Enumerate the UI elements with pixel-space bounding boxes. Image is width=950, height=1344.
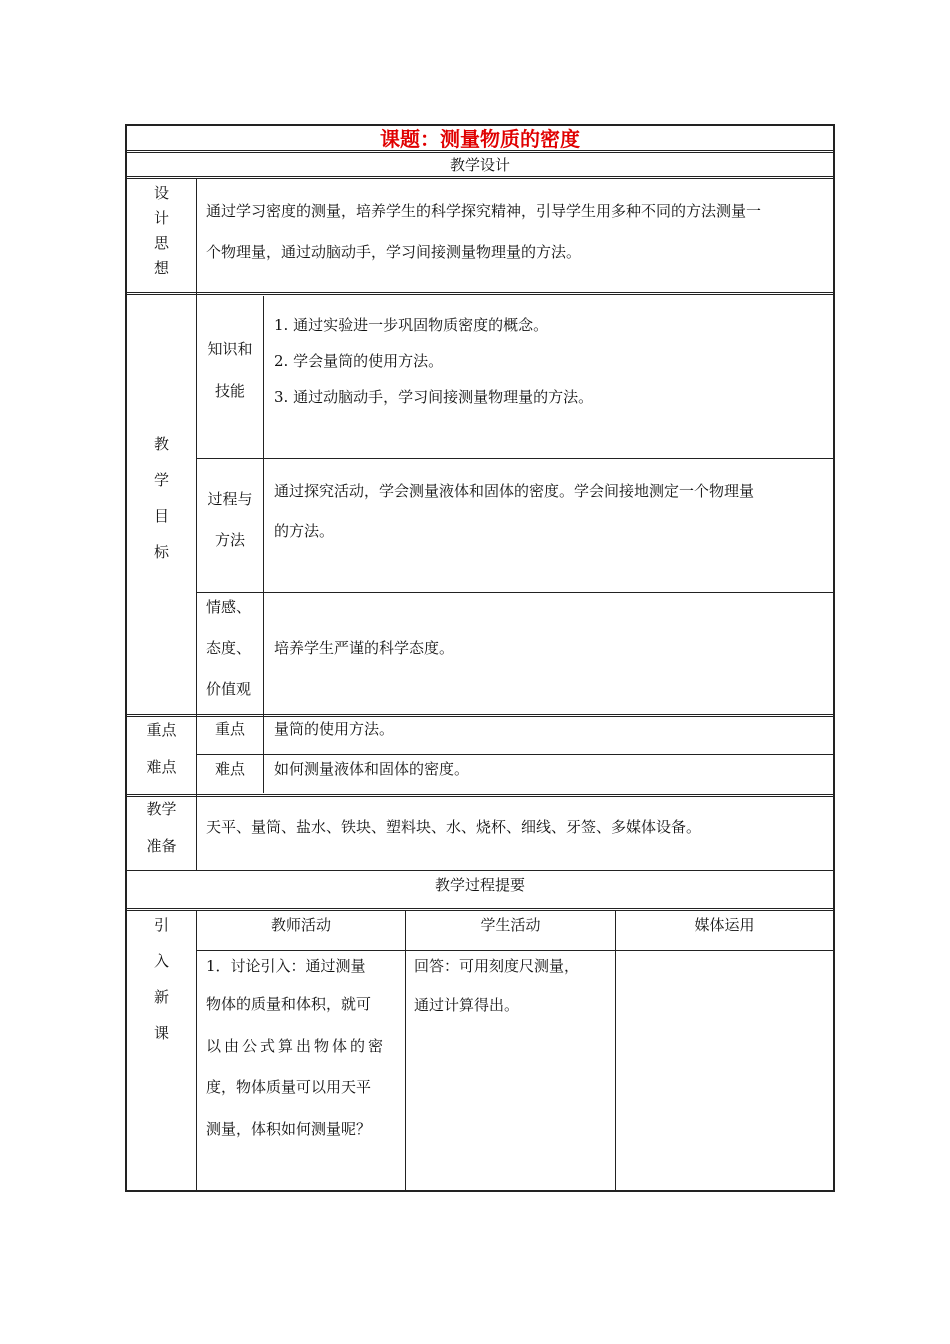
column-header-student: 学生活动 — [480, 916, 541, 934]
key-point-label: 重点 — [214, 720, 245, 738]
rule-between-key-difficult — [196, 754, 833, 755]
rule-goal-sublabel-column — [263, 296, 264, 793]
section-heading-process: 教学过程提要 — [434, 876, 525, 894]
column-header-teacher: 教师活动 — [270, 916, 331, 934]
list-item: 3. 通过动脑动手，学习间接测量物理量的方法。 — [274, 388, 594, 406]
page-title: 课题：测量物质的密度 — [380, 127, 580, 151]
difficult-point-text: 如何测量液体和固体的密度。 — [274, 760, 470, 778]
rule-below-knowledge — [196, 458, 833, 459]
column-header-media: 媒体运用 — [694, 916, 755, 934]
rule-below-key-points — [127, 794, 833, 797]
key-point-text: 量筒的使用方法。 — [274, 720, 395, 738]
list-item: 1. 通过实验进一步巩固物质密度的概念。 — [274, 316, 549, 334]
preparation-text: 天平、量筒、盐水、铁块、塑料块、水、烧杯、细线、牙签、多媒体设备。 — [206, 818, 702, 836]
difficult-point-label: 难点 — [214, 760, 245, 778]
rule-intro-left-column — [196, 910, 197, 1191]
rule-below-preparation — [127, 870, 833, 871]
section-heading-design: 教学设计 — [449, 156, 510, 174]
rule-intro-teacher-student — [405, 910, 406, 1191]
media-usage-cell — [616, 951, 833, 1191]
rule-below-process — [196, 592, 833, 593]
rule-below-design-thought — [127, 292, 833, 295]
list-item: 2. 学会量筒的使用方法。 — [274, 352, 444, 370]
rule-below-goals — [127, 714, 833, 717]
rule-below-design-heading — [127, 176, 833, 179]
rule-below-process-heading — [127, 908, 833, 911]
emotion-attitude-text: 培养学生严谨的科学态度。 — [274, 639, 455, 657]
